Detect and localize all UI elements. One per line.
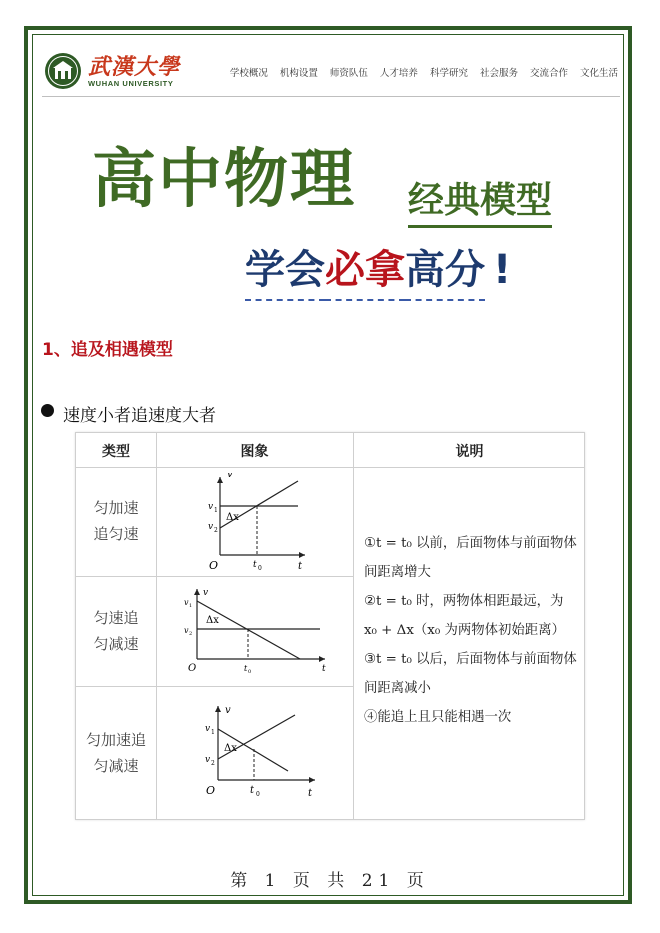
nav-item-education[interactable]: 人才培养 (379, 68, 418, 79)
university-seal-icon (44, 52, 82, 90)
document-title: 高中物理 (92, 143, 356, 217)
logo-english-name: WUHAN UNIVERSITY (88, 79, 174, 88)
slogan-part-learn: 学会 (245, 247, 325, 301)
label-delta-x: Δx (224, 743, 237, 754)
explanation-text (364, 529, 579, 732)
label-delta-x: Δx (226, 512, 239, 523)
label-v1-subscript: 1 (214, 507, 218, 514)
axis-label-v: v (227, 473, 233, 480)
label-v2-subscript: 2 (189, 631, 193, 637)
axis-label-t: t (298, 561, 303, 572)
axis-label-t: t (322, 664, 326, 674)
nav-item-overview[interactable]: 学校概况 (229, 68, 268, 79)
section-heading: 1、追及相遇模型 (42, 340, 173, 360)
label-v1: v (208, 502, 214, 512)
axis-label-v: v (203, 588, 209, 598)
label-v2: v (205, 755, 211, 765)
explanation-item: ①t = t₀ 以前，后面物体与前面物体间距离增大 (364, 536, 577, 580)
nav-item-research[interactable]: 科学研究 (429, 68, 468, 79)
label-v1-subscript: 1 (211, 729, 215, 736)
table-column-divider (353, 433, 354, 819)
label-t0: t (253, 560, 257, 570)
label-t0-subscript: 0 (256, 791, 260, 798)
slogan-exclamation: ! (493, 247, 512, 293)
type-line: 匀加速追 (85, 731, 146, 749)
label-t0: t (250, 785, 255, 796)
explanation-item: ④能追上且只能相遇一次 (364, 710, 512, 725)
document-subtitle: 经典模型 (408, 183, 552, 228)
nav-item-organization[interactable]: 机构设置 (279, 68, 318, 79)
graph-uniform-chase-decel (180, 583, 330, 678)
axis-origin: O (188, 663, 197, 674)
explanation-item: ②t = t₀ 时，两物体相距最远，为 x₀ + Δx（x₀ 为两物体初始距离） (364, 594, 565, 638)
site-header (42, 44, 620, 96)
graph-accel-chase-decel (180, 701, 320, 806)
table-header-row (76, 433, 584, 468)
label-v2: v (208, 522, 214, 532)
slogan (245, 247, 512, 293)
table-header-graph: 图象 (240, 444, 269, 460)
page-number: 第 1 页 共 21 页 (230, 871, 430, 891)
table-row-divider (76, 686, 353, 687)
type-line: 匀减速 (93, 757, 139, 775)
header-divider (42, 96, 620, 97)
label-t0-subscript: 0 (248, 669, 252, 675)
type-line: 追匀速 (93, 525, 139, 543)
explanation-item: ③t = t₀ 以后，后面物体与前面物体间距离减小 (364, 652, 577, 696)
label-t0: t (244, 664, 248, 673)
graph-accel-chase-uniform (180, 473, 310, 573)
model-table (75, 432, 585, 820)
axis-origin: O (209, 559, 219, 572)
nav-item-exchange[interactable]: 交流合作 (529, 68, 568, 79)
nav-item-service[interactable]: 社会服务 (479, 68, 518, 79)
table-row-type (76, 495, 156, 547)
label-v1-subscript: 1 (189, 603, 193, 609)
type-line: 匀减速 (93, 635, 139, 653)
label-v2: v (184, 626, 189, 635)
table-header-type: 类型 (102, 444, 130, 460)
label-v1: v (184, 598, 189, 607)
label-v1: v (205, 724, 211, 734)
label-v2-subscript: 2 (211, 760, 215, 767)
type-line: 匀速追 (93, 609, 139, 627)
bullet-icon (41, 404, 54, 417)
axis-label-t: t (308, 788, 313, 799)
label-t0-subscript: 0 (258, 565, 262, 572)
axis-label-v: v (225, 705, 231, 716)
table-header-explanation: 说明 (455, 444, 484, 460)
nav-item-culture[interactable]: 文化生活 (579, 68, 618, 79)
table-row-type (76, 605, 156, 657)
bullet-text: 速度小者追速度大者 (63, 406, 216, 426)
table-column-divider (156, 433, 157, 819)
top-navigation (230, 65, 618, 79)
table-row-type (76, 727, 156, 779)
axis-origin: O (206, 784, 216, 797)
table-row-divider (76, 576, 353, 577)
nav-item-faculty[interactable]: 师资队伍 (329, 68, 368, 79)
label-v2-subscript: 2 (214, 527, 218, 534)
logo-chinese-name: 武漢大學 (88, 54, 181, 80)
slogan-part-must: 必拿 (325, 247, 405, 301)
label-delta-x: Δx (206, 615, 219, 626)
type-line: 匀加速 (93, 499, 139, 517)
slogan-part-score: 高分 (405, 247, 485, 301)
